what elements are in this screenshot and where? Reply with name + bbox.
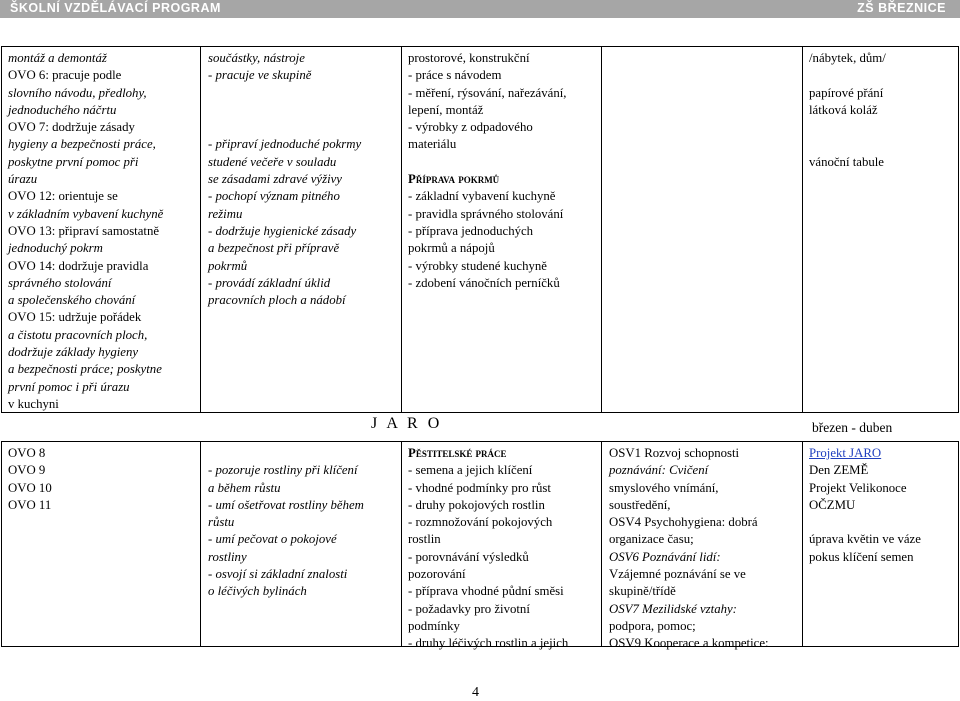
cell-line: lepení, montáž xyxy=(408,102,484,117)
cell-line: OVO 7: dodržuje zásady xyxy=(8,120,135,135)
cell-line: podmínky xyxy=(408,618,460,633)
cell-line: OVO 13: připraví samostatně xyxy=(8,223,160,238)
cell-line: o léčivých bylinách xyxy=(208,584,307,599)
cell-line: podpora, pomoc; xyxy=(609,618,696,633)
cell-line: OVO 12: orientuje se xyxy=(8,189,118,204)
cell-line: a během růstu xyxy=(208,480,281,495)
cell-line: Projekt JARO xyxy=(809,446,882,460)
cell-line: papírové přání xyxy=(809,85,884,100)
cell-line xyxy=(809,136,886,153)
cell-line: - druhy pokojových rostlin xyxy=(408,497,545,512)
cell-line: montáž a demontáž xyxy=(8,51,107,65)
cell-line: se zásadami zdravé výživy xyxy=(208,172,342,187)
row1-content-cell xyxy=(408,50,566,292)
row1-projects-cell xyxy=(809,50,886,171)
cell-line: a bezpečnosti práce; poskytne xyxy=(8,362,162,377)
cell-line: OVO 6: pracuje podle xyxy=(8,68,122,83)
cell-line: - pochopí význam pitného xyxy=(208,189,340,204)
cell-line: - umí pečovat o pokojové xyxy=(208,532,337,547)
cell-line: soustředění, xyxy=(609,497,671,512)
cell-line: Projekt Velikonoce xyxy=(809,480,907,495)
cell-line: OVO 8 xyxy=(8,446,46,460)
cell-line: růstu xyxy=(208,515,235,530)
cell-line: první pomoc i při úrazu xyxy=(8,379,130,394)
cell-line: úrazu xyxy=(8,172,38,187)
cell-line: - práce s návodem xyxy=(408,68,502,83)
cell-line: OSV9 Kooperace a kompetice: xyxy=(609,636,769,651)
row1-skills-cell xyxy=(208,50,361,309)
row2-vline xyxy=(401,441,402,647)
cell-line: smyslového vnímání, xyxy=(609,480,719,495)
row2-outcomes-cell xyxy=(8,445,52,514)
cell-line: - pravidla správného stolování xyxy=(408,206,564,221)
cell-line: OSV4 Psychohygiena: dobrá xyxy=(609,515,758,530)
cell-line: - zdobení vánočních perníčků xyxy=(408,275,560,290)
cell-line: vánoční tabule xyxy=(809,154,884,169)
cell-line: pokrmů a nápojů xyxy=(408,241,495,256)
cell-line: rostliny xyxy=(208,549,247,564)
row2-skills-cell xyxy=(208,445,364,601)
cell-line: - dodržuje hygienické zásady xyxy=(208,223,357,238)
row2-vline xyxy=(601,441,602,647)
cell-line: materiálu xyxy=(408,137,457,152)
cell-line: - připraví jednoduché pokrmy xyxy=(208,137,362,152)
row2-content-cell xyxy=(408,445,568,653)
cell-line: - měření, rýsování, nařezávání, xyxy=(408,85,567,100)
cell-line: režimu xyxy=(208,206,243,221)
cell-line xyxy=(208,445,364,462)
row2-vline xyxy=(1,441,2,647)
cell-line: skupině/třídě xyxy=(609,584,676,599)
cell-line: OVO 10 xyxy=(8,480,52,495)
cell-line: - pracuje ve skupině xyxy=(208,68,312,83)
cell-line: poskytne první pomoc při xyxy=(8,154,139,169)
cell-line: pokrmů xyxy=(208,258,248,273)
cell-line xyxy=(208,102,361,119)
row2-projects-cell xyxy=(809,445,921,566)
row1-outcomes-cell xyxy=(8,50,163,413)
cell-line: OVO 15: udržuje pořádek xyxy=(8,310,142,325)
cell-line xyxy=(809,67,886,84)
cell-line xyxy=(809,514,921,531)
cell-line: - provádí základní úklid xyxy=(208,275,331,290)
row2-vline xyxy=(200,441,201,647)
season-label: J A R O xyxy=(371,415,443,432)
cell-line: slovního návodu, předlohy, xyxy=(8,85,147,100)
cell-line: studené večeře v souladu xyxy=(208,154,337,169)
row1-vline xyxy=(200,46,201,413)
cell-line: - výrobky studené kuchyně xyxy=(408,258,547,273)
cell-line: jednoduchý pokrm xyxy=(8,241,103,256)
school-name: ZŠ BŘEZNICE xyxy=(857,1,946,15)
cell-line: - osvojí si základní znalosti xyxy=(208,567,348,582)
cell-line: /nábytek, dům/ xyxy=(809,51,886,65)
cell-line: poznávání: Cvičení xyxy=(609,463,709,478)
cell-line: - příprava vhodné půdní směsi xyxy=(408,584,564,599)
cell-line: prostorové, konstrukční xyxy=(408,51,530,65)
table-top-border xyxy=(1,46,959,47)
cell-line: jednoduchého náčrtu xyxy=(8,102,117,117)
cell-line: OSV7 Mezilidské vztahy: xyxy=(609,601,737,616)
cell-line: součástky, nástroje xyxy=(208,51,305,65)
row2-top-border xyxy=(1,441,959,442)
cell-line: - rozmnožování pokojových xyxy=(408,515,553,530)
cell-line: a bezpečnost při přípravě xyxy=(208,241,340,256)
cell-line: - výrobky z odpadového xyxy=(408,120,533,135)
cell-line: - pozoruje rostliny při klíčení xyxy=(208,463,358,478)
cell-line: Vzájemné poznávání se ve xyxy=(609,567,746,582)
cell-line xyxy=(208,85,361,102)
cell-line xyxy=(408,154,566,171)
cell-line: pracovních ploch a nádobí xyxy=(208,293,346,308)
cell-line: OVO 9 xyxy=(8,463,46,478)
cell-line: v kuchyni xyxy=(8,396,59,411)
cell-line: - vhodné podmínky pro růst xyxy=(408,480,551,495)
cell-line: dodržuje základy hygieny xyxy=(8,345,139,360)
row1-vline xyxy=(401,46,402,413)
cell-line: látková koláž xyxy=(809,102,878,117)
row1-vline xyxy=(802,46,803,413)
cell-line: pozorování xyxy=(408,567,466,582)
page-header xyxy=(0,0,960,18)
cell-line: OSV1 Rozvoj schopnosti xyxy=(609,446,740,460)
page-number: 4 xyxy=(472,685,479,700)
cell-line xyxy=(809,119,886,136)
cell-line: rostlin xyxy=(408,532,441,547)
cell-line: - základní vybavení kuchyně xyxy=(408,189,556,204)
row2-vline xyxy=(958,441,959,647)
season-period: březen - duben xyxy=(812,420,893,435)
cell-line: Den ZEMĚ xyxy=(809,463,869,478)
cell-line: Příprava pokrmů xyxy=(408,172,500,187)
cell-line: - požadavky pro životní xyxy=(408,601,530,616)
cell-line: Pěstitelské práce xyxy=(408,446,507,460)
row2-crosscutting-cell xyxy=(609,445,769,653)
cell-line: organizace času; xyxy=(609,532,694,547)
cell-line: a společenského chování xyxy=(8,293,136,308)
cell-line: OSV6 Poznávání lidí: xyxy=(609,549,721,564)
school-program-title: ŠKOLNÍ VZDĚLÁVACÍ PROGRAM xyxy=(10,1,221,15)
cell-line: OČZMU xyxy=(809,497,856,512)
cell-line: OVO 11 xyxy=(8,497,52,512)
cell-line: - porovnávání výsledků xyxy=(408,549,529,564)
cell-line: hygieny a bezpečnosti práce, xyxy=(8,137,156,152)
cell-line: v základním vybavení kuchyně xyxy=(8,206,164,221)
cell-line: - druhy léčivých rostlin a jejich xyxy=(408,636,569,651)
cell-line: - umí ošetřovat rostliny během xyxy=(208,497,364,512)
cell-line: - příprava jednoduchých xyxy=(408,223,534,238)
cell-line: úprava květin ve váze xyxy=(809,532,921,547)
cell-line: pokus klíčení semen xyxy=(809,549,914,564)
cell-line: a čistotu pracovních ploch, xyxy=(8,327,148,342)
row1-vline xyxy=(601,46,602,413)
row1-vline xyxy=(958,46,959,413)
cell-line: - semena a jejich klíčení xyxy=(408,463,533,478)
row1-vline xyxy=(1,46,2,413)
cell-line: OVO 14: dodržuje pravidla xyxy=(8,258,149,273)
cell-line: správného stolování xyxy=(8,275,112,290)
cell-line xyxy=(208,119,361,136)
row2-vline xyxy=(802,441,803,647)
